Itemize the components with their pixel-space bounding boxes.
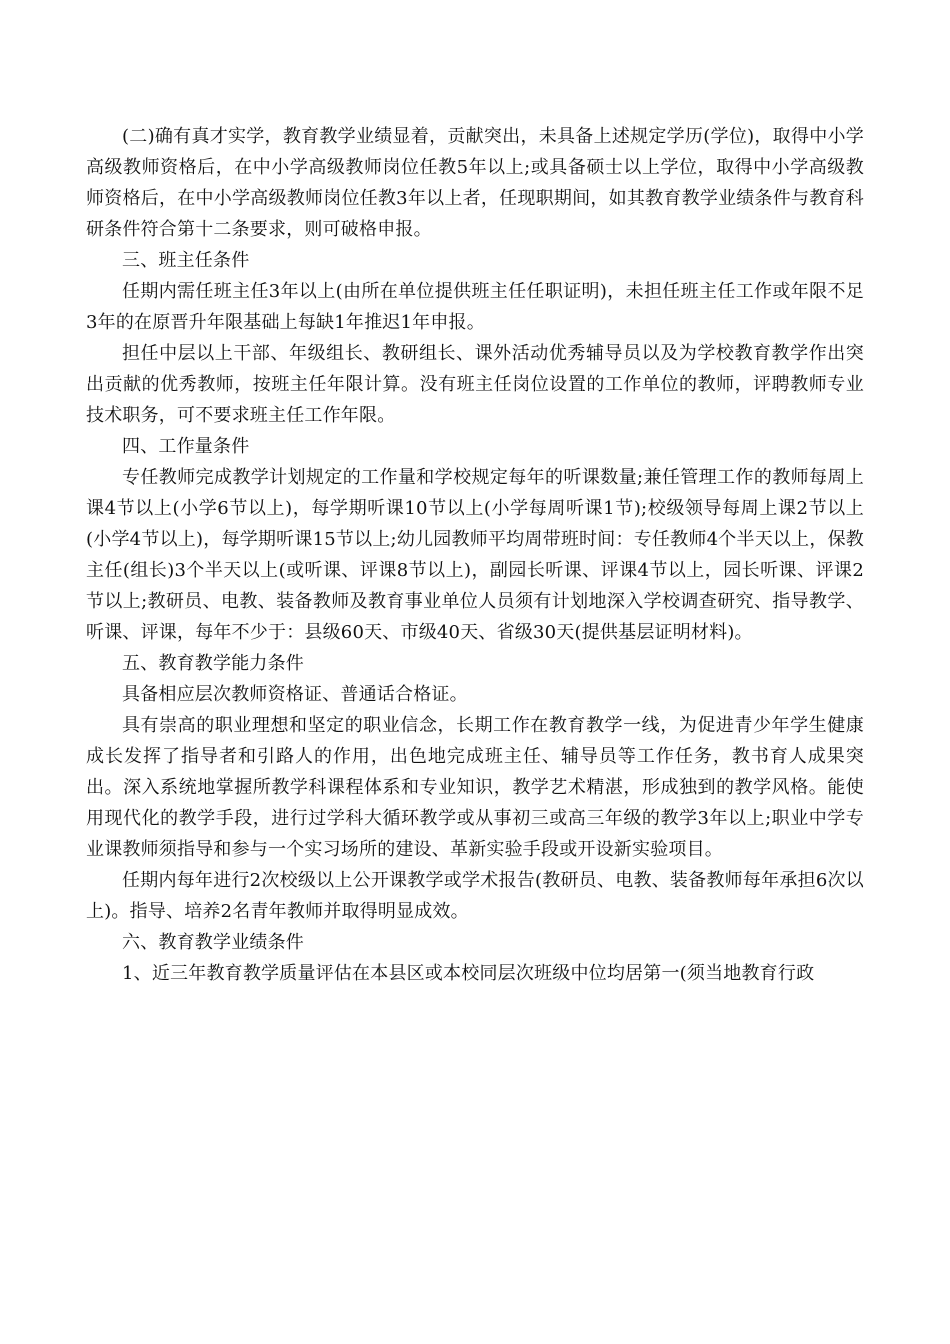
paragraph-certificates: 具备相应层次教师资格证、普通话合格证。	[122, 684, 468, 705]
paragraph-professional-ideals: 具有崇高的职业理想和坚定的职业信念，长期工作在教育教学一线，为促进青少年学生健康成长发挥了指导者和引路人的作用，出色地完成班主任、辅导员等工作任务，教书育人成果突出。深入系统地掌握所教学科课程体系和专业知识，教学艺术精湛，形成独到的教学风格。能使用现代化的教学手段，进行过学科大循环教学或从事初三或高三年级的教学3年以上;职业中学专业课教师须指导和参与一个实习场所的建设、革新实验手段或开设新实验项目。	[86, 715, 864, 860]
paragraph-head-teacher-equivalent: 担任中层以上干部、年级组长、教研组长、课外活动优秀辅导员以及为学校教育教学作出突出贡献的优秀教师，按班主任年限计算。没有班主任岗位设置的工作单位的教师，评聘教师专业技术职务，可不要求班主任工作年限。	[86, 343, 864, 426]
section-heading-head-teacher: 三、班主任条件	[122, 250, 250, 271]
paragraph-open-lessons: 任期内每年进行2次校级以上公开课教学或学术报告(教研员、电教、装备教师每年承担6次以上)。指导、培养2名青年教师并取得明显成效。	[86, 870, 864, 922]
paragraph-quality-assessment: 1、近三年教育教学质量评估在本县区或本校同层次班级中位均居第一(须当地教育行政	[122, 963, 815, 984]
paragraph-head-teacher-term: 任期内需任班主任3年以上(由所在单位提供班主任任职证明)，未担任班主任工作或年限不足3年的在原晋升年限基础上每缺1年推迟1年申报。	[86, 281, 864, 333]
section-heading-workload: 四、工作量条件	[122, 436, 250, 457]
section-heading-teaching-ability: 五、教育教学能力条件	[122, 653, 304, 674]
paragraph-exceptional-application: (二)确有真才实学，教育教学业绩显着，贡献突出，未具备上述规定学历(学位)，取得中小学高级教师资格后，在中小学高级教师岗位任教5年以上;或具备硕士以上学位，取得中小学高级教师资格后，在中小学高级教师岗位任教3年以上者，任现职期间，如其教育教学业绩条件与教育科研条件符合第十二条要求，则可破格申报。	[86, 126, 864, 240]
document-body	[86, 121, 864, 989]
section-heading-performance: 六、教育教学业绩条件	[122, 932, 304, 953]
paragraph-workload-details: 专任教师完成教学计划规定的工作量和学校规定每年的听课数量;兼任管理工作的教师每周上课4节以上(小学6节以上)，每学期听课10节以上(小学每周听课1节);校级领导每周上课2节以上(小学4节以上)，每学期听课15节以上;幼儿园教师平均周带班时间：专任教师4个半天以上，保教主任(组长)3个半天以上(或听课、评课8节以上)，副园长听课、评课4节以上，园长听课、评课2节以上;教研员、电教、装备教师及教育事业单位人员须有计划地深入学校调查研究、指导教学、听课、评课，每年不少于：县级60天、市级40天、省级30天(提供基层证明材料)。	[86, 467, 864, 643]
